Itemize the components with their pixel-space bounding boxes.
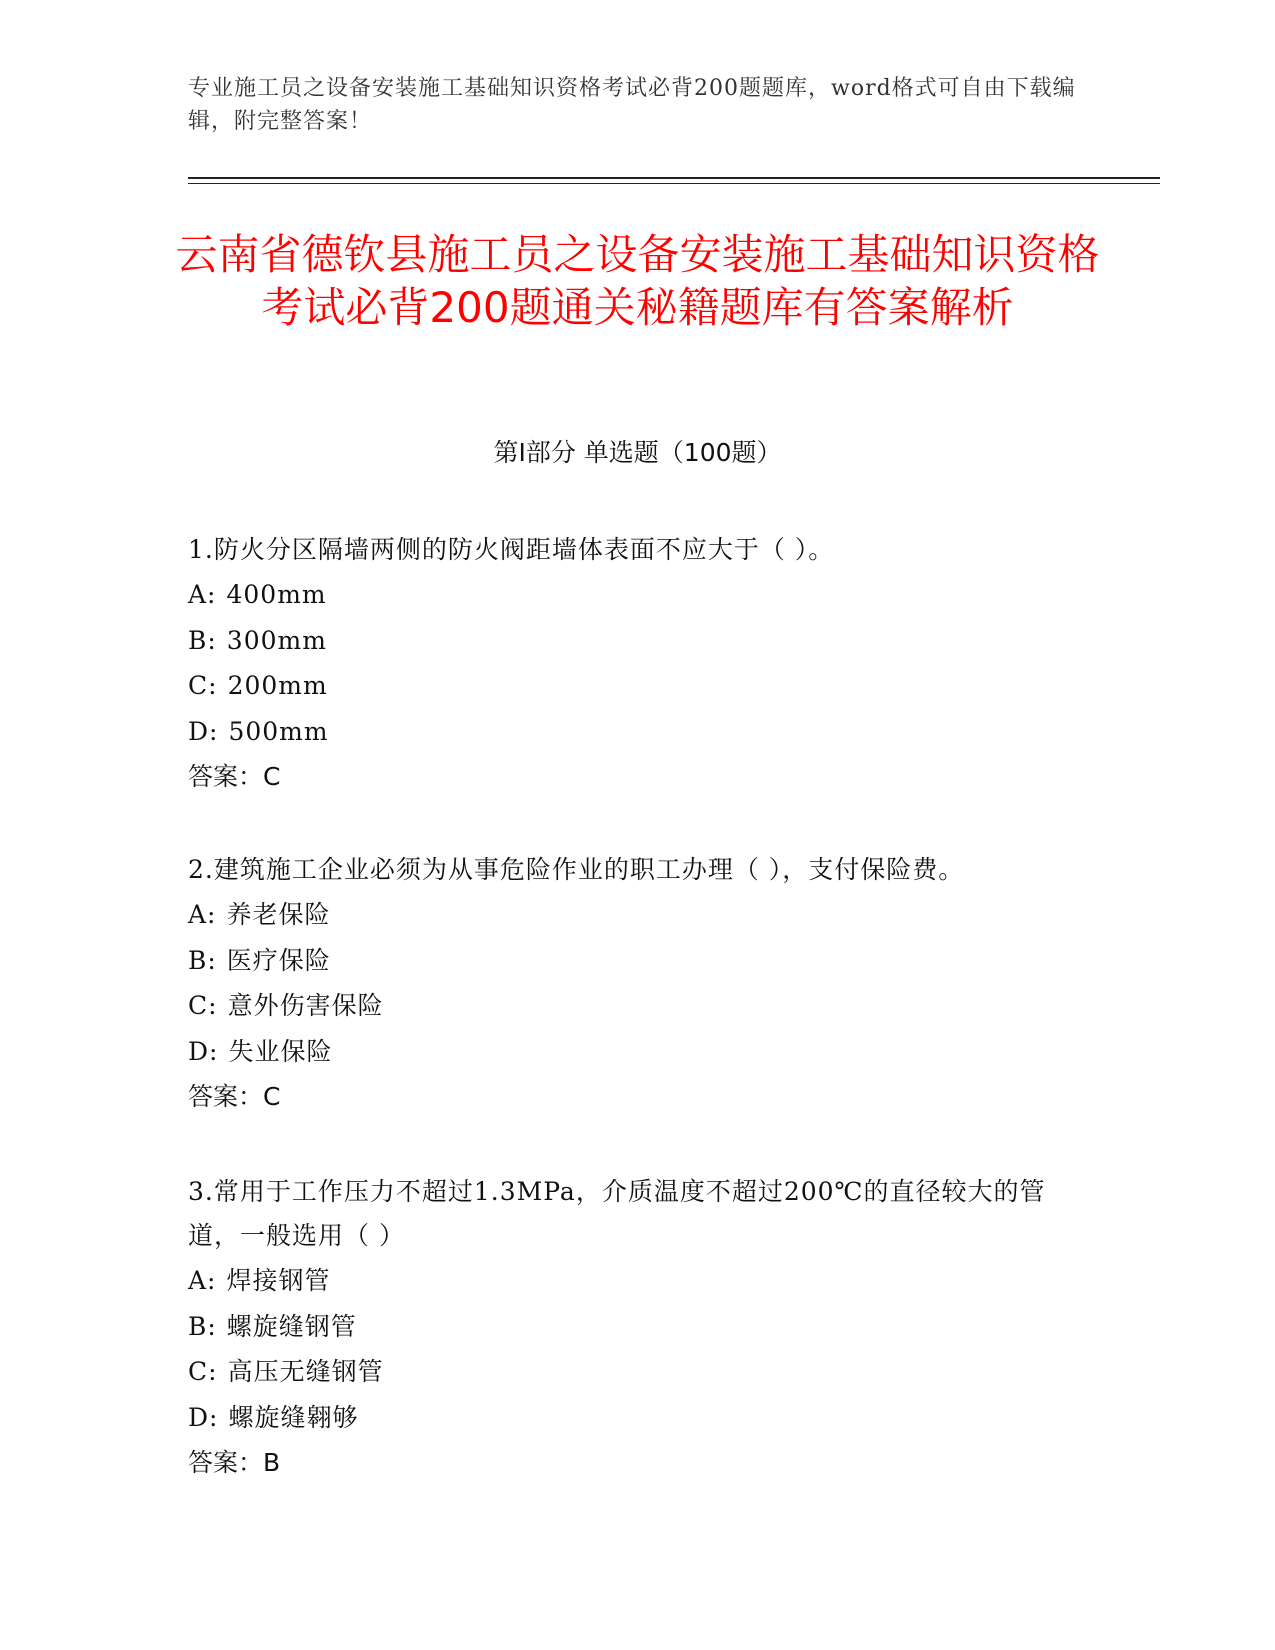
- answer-label: 答案：: [188, 1448, 264, 1477]
- option-text: 医疗保险: [226, 945, 331, 975]
- option-letter: D:: [188, 716, 219, 746]
- option-text: 螺旋缝钢管: [226, 1311, 357, 1341]
- option-text: 300mm: [226, 625, 327, 655]
- question-block: [188, 1170, 1068, 1485]
- option-d: [188, 1029, 1068, 1075]
- option-b: [188, 1304, 1068, 1350]
- option-b: [188, 938, 1068, 984]
- answer-value: B: [263, 1448, 281, 1477]
- answer-line: [188, 1074, 1068, 1119]
- answer-value: C: [263, 762, 281, 791]
- option-a: [188, 1258, 1068, 1304]
- option-letter: A:: [188, 1266, 217, 1295]
- option-letter: D:: [188, 1036, 219, 1066]
- option-text: 意外伤害保险: [227, 991, 384, 1020]
- question-block: [188, 848, 1068, 1119]
- option-d: [188, 709, 1068, 755]
- option-letter: C:: [188, 1357, 218, 1386]
- option-c: [188, 1349, 1068, 1395]
- section-heading: 第I部分 单选题（100题）: [493, 438, 782, 467]
- option-text: 500mm: [228, 716, 329, 746]
- answer-label: 答案：: [188, 1082, 264, 1111]
- option-letter: B:: [188, 1311, 217, 1341]
- header-note: 专业施工员之设备安装施工基础知识资格考试必背200题题库，word格式可自由下载编辑，附完整答案！: [188, 76, 1076, 134]
- option-text: 螺旋缝翱够: [228, 1402, 359, 1432]
- option-text: 焊接钢管: [226, 1266, 331, 1295]
- question-block: [188, 528, 1068, 799]
- option-c: [188, 983, 1068, 1029]
- answer-label: 答案：: [188, 762, 264, 791]
- option-letter: C:: [188, 671, 218, 700]
- option-a: [188, 892, 1068, 938]
- option-letter: C:: [188, 991, 218, 1020]
- option-letter: B:: [188, 945, 217, 975]
- answer-line: [188, 754, 1068, 799]
- option-c: [188, 663, 1068, 709]
- option-letter: B:: [188, 625, 217, 655]
- question-stem: 2.建筑施工企业必须为从事危险作业的职工办理（ ），支付保险费。: [188, 855, 965, 884]
- header-divider-thick: [188, 177, 1160, 179]
- question-stem: 3.常用于工作压力不超过1.3MPa，介质温度不超过200℃的直径较大的管道，一般选用（ ）: [188, 1177, 1046, 1250]
- option-a: [188, 572, 1068, 618]
- question-stem: 1.防火分区隔墙两侧的防火阀距墙体表面不应大于（ ）。: [188, 535, 835, 564]
- option-d: [188, 1395, 1068, 1441]
- answer-value: C: [263, 1082, 281, 1111]
- option-letter: A:: [188, 580, 217, 609]
- option-text: 失业保险: [228, 1036, 333, 1066]
- option-text: 200mm: [227, 671, 328, 700]
- header-divider-thin: [188, 183, 1160, 184]
- document-title: 云南省德钦县施工员之设备安装施工基础知识资格考试必背200题通关秘籍题库有答案解析: [175, 230, 1100, 332]
- option-letter: A:: [188, 900, 217, 929]
- answer-line: [188, 1440, 1068, 1485]
- option-text: 养老保险: [226, 900, 331, 929]
- option-letter: D:: [188, 1402, 219, 1432]
- option-text: 高压无缝钢管: [227, 1357, 384, 1386]
- option-text: 400mm: [226, 580, 327, 609]
- option-b: [188, 618, 1068, 664]
